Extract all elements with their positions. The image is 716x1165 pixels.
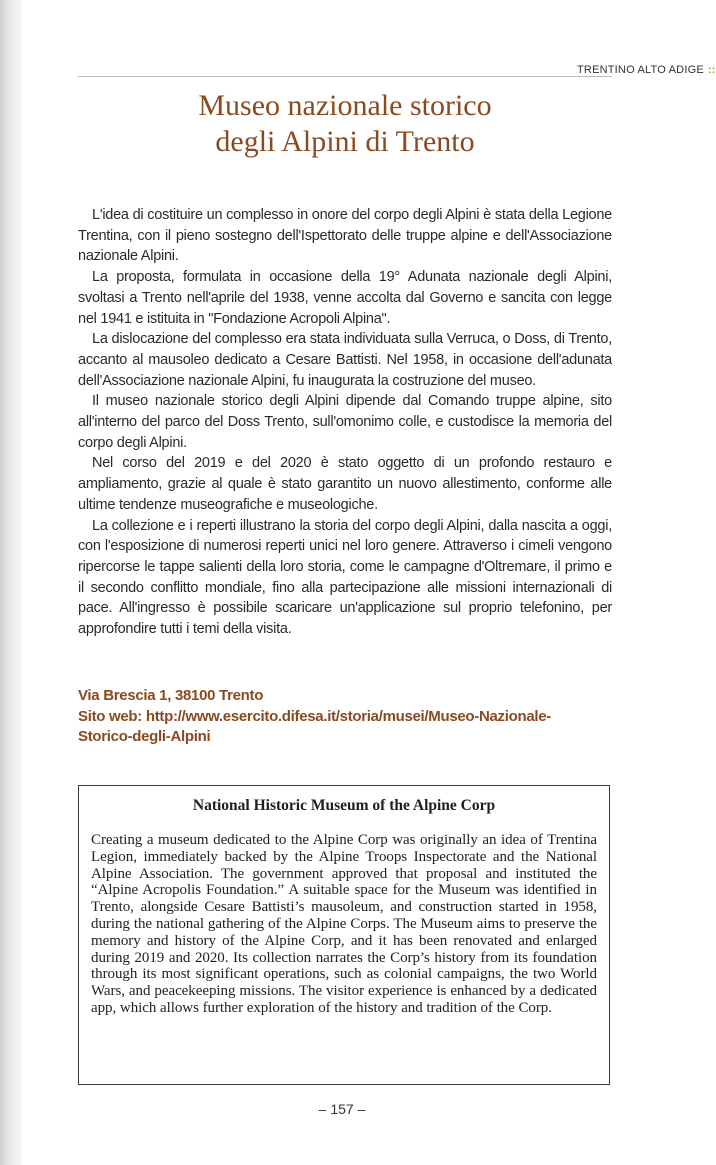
contact-info <box>78 686 618 748</box>
region-label: TRENTINO ALTO ADIGE <box>577 64 704 76</box>
page-title <box>80 88 610 160</box>
header-rule <box>78 76 612 77</box>
website-url-part-1[interactable]: http://www.esercito.difesa.it/storia/musei/Museo-Nazionale- <box>145 707 552 725</box>
region-mark: :: <box>707 64 716 76</box>
english-summary-title: National Historic Museum of the Alpine Corp <box>192 797 496 814</box>
body-paragraph: L'idea di costituire un complesso in onore del corpo degli Alpini è stata della Legione Trentina, con il pieno sostegno dell'Ispettorato delle truppe alpine e dell'Associazione nazionale Alpini. <box>78 207 612 265</box>
english-summary-text: Creating a museum dedicated to the Alpine Corp was originally an idea of Trentina Legion, immediately backed by the Alpine Troops Inspectorate and the National Alpine Association. The government approved that proposal and instituted the “Alpine Acropolis Foundation.” A suitable space for the Museum was identified in Trento, alongside Cesare Battisti’s mausoleum, and construction started in 1958, during the national gathering of the Alpine Corps. The Museum aims to preserve the memory and history of the Alpine Corp, and it has been renovated and enlarged during 2019 and 2020. Its collection narrates the Corp’s history from its foundation through its most significant operations, such as colonial campaigns, the two World Wars, and peacekeeping missions. The visitor experience is enhanced by a dedicated app, which allows further exploration of the history and tradition of the Corp. <box>91 832 597 1016</box>
english-summary-box <box>78 785 610 1085</box>
website-label: Sito web: <box>78 707 142 725</box>
website-line <box>78 707 618 728</box>
page-title-line-2: degli Alpini di Trento <box>215 125 475 158</box>
page-title-line-1: Museo nazionale storico <box>198 89 492 122</box>
body-paragraph: La proposta, formulata in occasione della 19° Adunata nazionale degli Alpini, svoltasi a Trento nell'aprile del 1938, venne accolta dal Governo e sancita con legge nel 1941 e istituita in "Fondazione Acropoli Alpina". <box>78 269 612 327</box>
body-paragraph: La dislocazione del complesso era stata individuata sulla Verruca, o Doss, di Trento, accanto al mausoleo dedicato a Cesare Battisti. Nel 1958, in occasione dell'adunata dell'Associazione nazionale Alpini, fu inaugurata la costruzione del museo. <box>78 331 612 389</box>
page-gutter-shadow <box>0 0 22 1165</box>
website-url-part-2[interactable]: Storico-degli-Alpini <box>78 728 211 745</box>
body-paragraph: Il museo nazionale storico degli Alpini dipende dal Comando truppe alpine, sito all'interno del parco del Doss Trento, sull'omonimo colle, e custodisce la memoria del corpo degli Alpini. <box>78 393 612 451</box>
page-number: – 157 – <box>318 1101 366 1117</box>
body-paragraph: La collezione e i reperti illustrano la storia del corpo degli Alpini, dalla nascita a oggi, con l'esposizione di numerosi reperti unici nel loro genere. Attraverso i cimeli vengono ripercorse le tappe salienti della loro storia, come le campagne d'Oltremare, il primo e il secondo conflitto mondiale, fino alla partecipazione alle missioni internazionali di pace. All'ingresso è possibile scaricare un'applicazione sul proprio telefonino, per approfondire tutti i temi della visita. <box>78 517 612 638</box>
address-line: Via Brescia 1, 38100 Trento <box>78 687 264 704</box>
italian-body <box>78 205 612 640</box>
body-paragraph: Nel corso del 2019 e del 2020 è stato oggetto di un profondo restauro e ampliamento, grazie al quale è stato garantito un nuovo allestimento, conforme alle ultime tendenze museografiche e museologiche. <box>78 455 612 513</box>
